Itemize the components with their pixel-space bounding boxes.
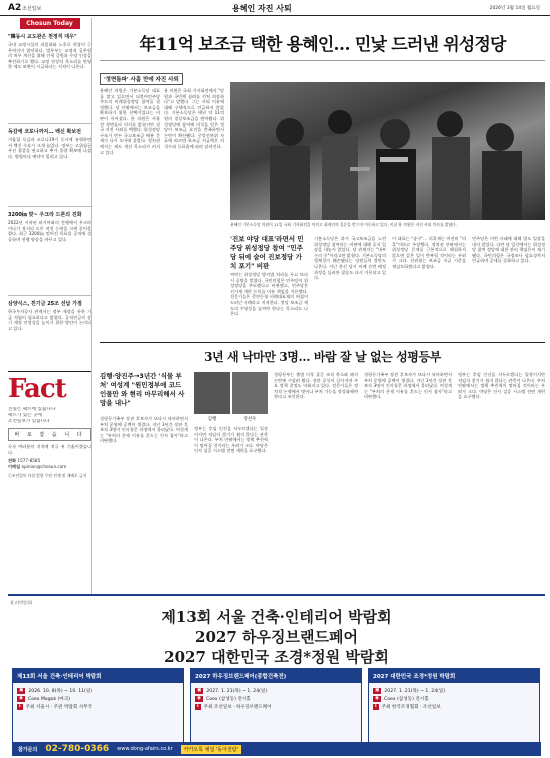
story-left-block: [100, 66, 224, 360]
story-text: 정부는 후임 인선을 서두르겠다는 입장이지만 적임자 찾기가 쉽지 않다는 관측이 나온다. 부처 안팎에서는 정책 추진력이 떨어질 것이라는 우려가 크다. 야당은 인사 검증 시스템 전면 개편을 요구했다.: [458, 372, 545, 400]
event-title: 제13회 서울 건축·인테리어 박람회: [13, 669, 183, 683]
ad-event-box[interactable]: [190, 668, 362, 750]
story-text: 성평등가족부 장관 후보자가 또다시 낙마하면서 부처 운영에 공백이 생겼다. 지난 3년간 장관 후보자 3명이 인사청문 과정에서 물러났다. 여성계는 "부처의 존재 이유를 흔드는 인사 참사"라고 비판했다.: [364, 372, 452, 400]
fact-slogan: 팩트가 있는 곳에: [8, 413, 42, 418]
brief-title: 삼양식스, 친기금 25조 선납 가점: [8, 301, 82, 307]
second-subhead: 김행·양진주→3년간 '식물 부처' 여성계 "원민정부에 코드 인물만 와 현리 마무리해서 사망을 내나": [100, 372, 185, 407]
story-kicker: '정면돌파' 사흘 만에 자진 사퇴: [100, 73, 183, 85]
story-text: 성평등가족부 장관 후보자가 또다시 낙마하면서 부처 운영에 공백이 생겼다. 지난 3년간 장관 후보자 3명이 인사청문 과정에서 물러났다. 여성계는 "부처의 존재 이유를 흔드는 인사 참사"라고 비판했다.: [100, 416, 188, 444]
portrait-name: 강선우: [243, 417, 257, 422]
pull-quote: '진보 야당 대표'라면서 민주당 위성정당 참여 "민주당 뒤에 숨어 진보정당 가치 포기" 비판: [230, 235, 304, 270]
chosun-today-label: Chosun Today: [20, 18, 80, 29]
portrait-name: 김행: [207, 417, 217, 422]
event-title: 2027 대한민국 조경*정원 박람회: [369, 669, 539, 683]
ad-line-2: 2027 하우징브랜드페어: [195, 628, 358, 646]
brief-item: [8, 211, 91, 292]
issue-date: 2026년 3월 14일 월요일: [489, 6, 540, 11]
event-place: Coex (삼성동) 전시홀: [384, 697, 429, 702]
story-text: 여야는 위성정당 방지법 처리를 두고 또다시 공방을 벌였다. 국민의힘은 민주당이 위성정당을 주도했다고 비판했고, 민주당은 선거제 개편 논의를 미룬 책임을 거론했다. 전문가들은 준연동형 비례대표제의 허점이 드러난 사례라고 지적한다. 정당 보조금 제도의 투명성을 높여야 한다는 목소리도 나온다.: [230, 272, 308, 317]
brief-body: 겨울철 독감과 코로나19가 동시에 유행하면서 백신 수요가 크게 늘었다. 정부는 고위험군 우선 접종을 권고하고 추가 물량 확보에 나섰다. 병원마다 예약이 밀리고 있다.: [8, 137, 91, 159]
news-photo: [230, 82, 545, 220]
ad-corner-label: 광고(박람회): [10, 600, 33, 605]
fact-note: 독자 여러분의 지적에 적극 귀 기울이겠습니다.: [8, 444, 91, 455]
brief-body: 한국투자공사 관계자는 정부 재정을 통한 기금 적립이 필요하다고 밝혔다. 공적연금의 장기 재정 안정성을 높이기 위한 방안이 논의되고 있다.: [8, 309, 91, 331]
ad-event-box[interactable]: [368, 668, 540, 750]
brand-name: 조선일보: [22, 6, 42, 12]
tel-number[interactable]: 1577-8585: [17, 458, 41, 464]
story-text: 민주당은 이번 사태에 대해 별도 입장을 내지 않았다. 다만 당 일각에서는 위성정당 참여 정당에 대한 관리 책임론이 제기됐다. 국민의힘은 국정조사 필요성까지 언급하며 공세를 강화하고 있다.: [472, 236, 545, 264]
info-icon: i: [197, 704, 199, 709]
event-host: 주최 서울시 · 주관 박람회 사무국: [25, 705, 93, 710]
ad-line-3: 2027 대한민국 조경*정원 박람회: [164, 648, 389, 666]
event-title: 2027 하우징브랜드페어(종합건축전): [191, 669, 361, 683]
portrait-photo: [194, 372, 230, 414]
brief-title: "韓동시 교도관은 천정직 대우": [8, 34, 77, 40]
location-icon: ◉: [197, 696, 202, 701]
ad-line-1: 제13회 서울 건축·인테리어 박람회: [161, 608, 392, 626]
event-date: 2027. 1. 21(목) ~ 1. 24(일): [206, 689, 268, 694]
kakao-channel[interactable]: 카카오톡 채널 '동아전람': [181, 745, 241, 754]
location-icon: ◉: [19, 696, 24, 701]
story-text: 이 대표는 "송구"… 의혹제는 여전히 "의혹"이라고 주장했다. 정치권 안팎에서는 위성정당 문제를 근본적으로 해결하지 않으면 같은 일이 반복될 것이라는 우려가 크다. 선관위는 보조금 지급 기준을 재검토하겠다고 밝혔다.: [392, 236, 466, 269]
fact-logo: Fact: [8, 374, 66, 404]
ad-contact-bar: [12, 742, 541, 756]
ad-website[interactable]: www.dong-afairs.co.kr: [117, 746, 173, 752]
event-place: Coex (삼성동) 전시홀: [206, 697, 251, 702]
correction-bar: 바 로 잡 습 니 다: [8, 428, 91, 441]
section-title: 용혜인 자진 사퇴: [232, 4, 292, 13]
main-headline: 年11억 보조금 택한 용혜인… 민낯 드러낸 위성정당: [139, 35, 506, 55]
event-place: Coex Magok (마곡): [28, 697, 71, 702]
second-headline: 3년 새 낙마만 3명… 바람 잘 날 없는 성평등부: [204, 350, 441, 364]
event-host: 주최 한국조경협회 · 조선일보: [381, 705, 441, 710]
brief-body: 2022년 시작된 러시아와의 전쟁에서 우크라이나가 장거리 드론 작전 능력을 크게 끌어올렸다. 최근 3200㎞ 떨어진 목표물 공격에 성공하며 전쟁 양상을 바꾸고 있다.: [8, 220, 91, 242]
tel-label: 전화: [8, 458, 17, 464]
crowd-image: [230, 82, 545, 220]
info-icon: i: [375, 704, 377, 709]
info-icon: i: [19, 704, 21, 709]
fact-slogan: 진실은 팩트에 있습니다: [8, 407, 56, 412]
mail-label: 이메일: [8, 463, 21, 469]
location-icon: ◉: [375, 696, 380, 701]
left-column: [8, 18, 92, 676]
story-text: 용혜인 의원은 기본소득당 대표를 맡고 있으면서 더불어민주당 주도의 비례위성정당 참여를 결정했다. 당 안팎에서는 보조금을 확보하기 위한 선택이었다는 비판이 이어졌다. 용 의원은 사흘 전 정면돌파 의지를 밝혔지만 결국 자진 사퇴를 택했다. 위성정당 구조가 만든 국고보조금 배분 문제가 다시 도마에 올랐다. 정치권에서는 제도 개선 목소리가 커지고 있다.: [100, 88, 160, 155]
photo-caption: 용혜인 기본소득당 의원이 11일 국회 기자회견을 마치고 취재진의 질문을 받으며 이동하고 있다. 이날 용 의원은 자진 사퇴 의사를 밝혔다.: [230, 222, 458, 227]
portrait-photo: [232, 372, 268, 414]
contact-label: 참가문의: [18, 746, 38, 753]
fact-footer: ⓒ조선일보 사설·칼럼 무단 전재 및 재배포 금지: [8, 473, 87, 479]
story-text: 기본소득당은 과거 국고보조금을 노린 위성정당 참여라는 비판에 대해 공식 입장을 내놓지 않았다. 당 관계자는 "내부 논의 중"이라고만 밝혔다. 기본소득당의 정체성이 훼손됐다는 당원들의 불만도 나온다. 지난 총선 당시 비례 순번 배정 과정을 둘러싼 잡음도 다시 거론되고 있다.: [314, 236, 386, 281]
brief-item: [8, 300, 91, 365]
mail-address[interactable]: opinion@chosun.com: [21, 463, 67, 469]
ad-event-box[interactable]: [12, 668, 184, 750]
event-host: 주최 조선일보 · 하우징브랜드페어: [203, 705, 272, 710]
story-text: 용 의원은 국회 기자회견에서 "당원과 국민께 심려를 끼쳐 죄송하다"고 말했다. 그는 사퇴 이유에 대해 구체적으로 언급하지 않았다. 기본소득당은 매년 약 11억원의 경상보조금을 받아왔다. 위성정당에 참여해 의석을 얻은 정당이 보조금 요건을 충족하면서 논란이 확산됐다. 중앙선관위 자료에 따르면 보조금 지급액은 의석수와 득표율에 따라 달라진다.: [164, 88, 224, 149]
calendar-icon: ▣: [375, 688, 380, 693]
brief-title: 3200㎞ 맞~ 우크라 드론의 진화: [8, 212, 82, 218]
page-header: [0, 0, 550, 16]
brief-body: 국내 교정시설의 과밀화와 노후로 현장의 근무여건이 열악하다. 법무부는 교정직 공무원의 처우 개선을 위해 인력 증원과 수당 인상을 추진하기로 했다. 교정 현장의 목소리를 반영한 제도 보완이 시급하다는 지적이 나온다.: [8, 42, 91, 70]
contact-phone[interactable]: 02-780-0366: [45, 744, 110, 754]
story-text: 정부는 후임 인선을 서두르겠다는 입장이지만 적임자 찾기가 쉽지 않다는 관측이 나온다. 부처 안팎에서는 정책 추진력이 떨어질 것이라는 우려가 크다. 야당은 인사 검증 시스템 전면 개편을 요구했다.: [194, 426, 268, 454]
exhibition-ad[interactable]: [8, 594, 545, 756]
brief-item: [8, 128, 91, 203]
event-date: 2027. 1. 21(목) ~ 1. 24(일): [384, 689, 446, 694]
page-number: A2: [8, 3, 22, 13]
fact-slogan: 조선일보가 있습니다: [8, 419, 50, 424]
brief-title: 독감에 코로나까지… 백신 확보전: [8, 129, 82, 135]
calendar-icon: ▣: [19, 688, 24, 693]
fact-box: [8, 375, 91, 479]
brief-item: [8, 33, 91, 120]
event-date: 2026. 10. 8(목) ~ 10. 11(일): [28, 689, 93, 694]
story-text: 성평등부는 출범 이후 줄곧 조직 축소와 폐지 논란에 시달려 왔다. 장관 공석이 길어지며 주요 정책 결정도 미뤄지고 있다. 전문가들은 정치적 논쟁에서 벗어나 부처 기능을 정상화해야 한다고 조언한다.: [274, 372, 358, 400]
calendar-icon: ▣: [197, 688, 202, 693]
